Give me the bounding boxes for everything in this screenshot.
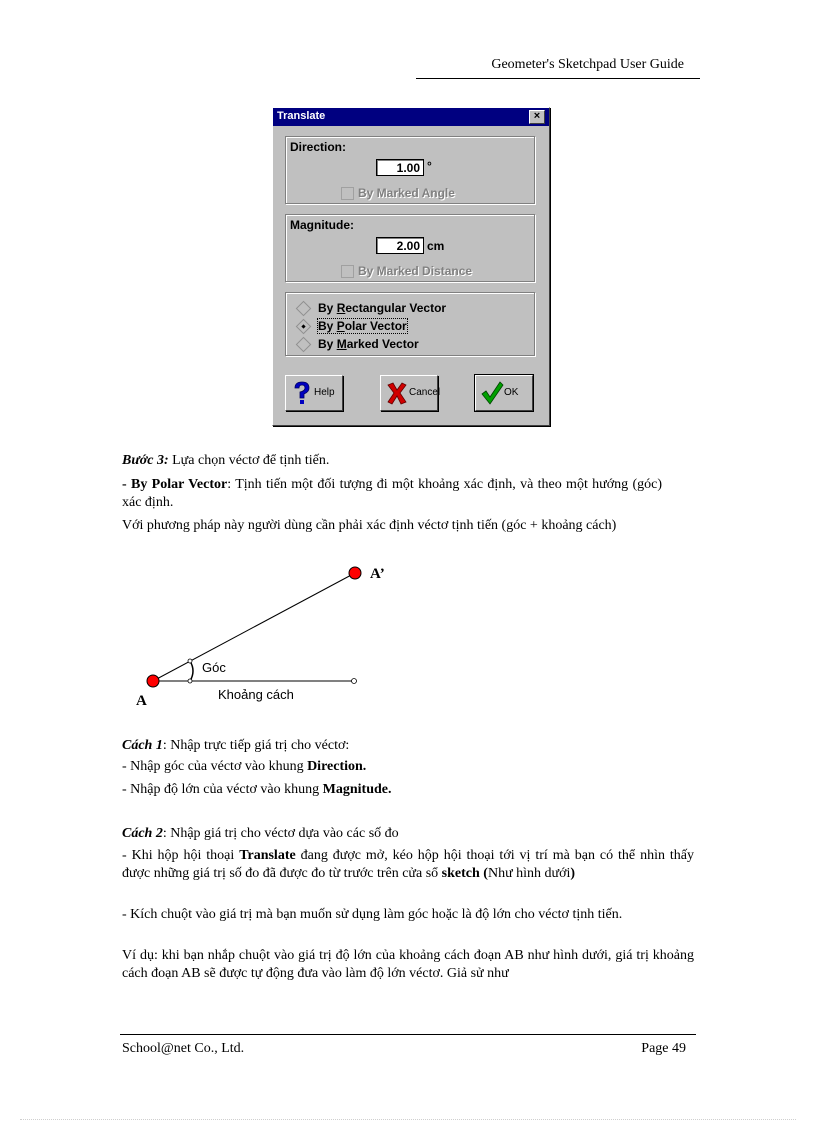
distance-label: Khoảng cách [218, 687, 294, 702]
direction-label: Direction: [290, 140, 347, 154]
way1-heading [122, 737, 702, 755]
polar-vector-paragraph [122, 476, 662, 512]
direction-unit: ° [427, 159, 432, 173]
way2-p1-text-c: đang được mở, kéo hộp hội thoại tới vị trí mà bạn có thể nhìn thấy được những giá trị số đo đã được đo từ trước trên cửa sổ [122, 848, 694, 881]
step3-paragraph [122, 452, 702, 470]
radio-marked[interactable] [296, 337, 312, 353]
method-paragraph: Với phương pháp này người dùng cần phải xác định véctơ tịnh tiến (góc + khoảng cách) [122, 518, 617, 533]
header-title: Geometer's Sketchpad User Guide [491, 57, 684, 72]
close-icon[interactable]: × [529, 110, 545, 124]
way1-direction-line [122, 758, 702, 776]
way1-direction-text: - Nhập góc của véctơ vào khung [122, 759, 308, 774]
magnitude-keyword: Magnitude. [322, 782, 392, 797]
point-a-prime-dot [349, 567, 361, 579]
magnitude-label: Magnitude: [290, 218, 354, 232]
direction-input[interactable]: 1.00 [376, 159, 424, 176]
direction-group [285, 136, 535, 204]
radio-rectangular[interactable] [296, 301, 312, 317]
help-button[interactable] [285, 375, 343, 411]
vector-line [153, 573, 355, 681]
way2-paragraph-1 [122, 847, 694, 883]
way2-heading [122, 825, 702, 843]
option-rectangular-label: By Rectangular Vector [318, 301, 447, 315]
translate-keyword: Translate [239, 848, 296, 863]
point-a-dot [147, 675, 159, 687]
distance-endpoint [352, 679, 357, 684]
footer-rule [120, 1034, 696, 1035]
by-marked-angle-checkbox[interactable] [341, 187, 354, 200]
angle-arc [190, 661, 193, 681]
direction-keyword: Direction. [307, 759, 367, 774]
way2-p1-text-a: - Khi hộp hội thoại [122, 848, 240, 863]
cancel-button[interactable] [380, 375, 441, 411]
angle-label: Góc [202, 660, 226, 675]
magnitude-group [285, 214, 535, 282]
example-paragraph: Ví dụ: khi bạn nhắp chuột vào giá trị độ lớn của khoảng cách đoạn AB như hình dưới, giá trị khoảng cách đoạn AB sẽ được tự động đưa vào làm độ lớn véctơ. Giả sử như [122, 948, 694, 981]
cancel-button-label: Cancel [409, 387, 441, 398]
arc-endpoint-top [188, 659, 192, 663]
ok-button[interactable] [475, 375, 533, 411]
dialog-title: Translate [277, 110, 326, 122]
way2-paragraph-2: - Kích chuột vào giá trị mà bạn muốn sử dụng làm góc hoặc là độ lớn cho véctơ tịnh tiến. [122, 907, 623, 922]
red-x-icon [385, 380, 409, 406]
footer-company: School@net Co., Ltd. [122, 1041, 245, 1056]
way1-label: Cách 1 [122, 738, 163, 753]
by-marked-distance-checkbox[interactable] [341, 265, 354, 278]
sketch-keyword: sketch ( [441, 866, 488, 881]
way2-p1-close-paren: ) [570, 866, 576, 881]
point-a-label: A [136, 693, 147, 709]
way1-text: : Nhập trực tiếp giá trị cho véctơ: [162, 738, 350, 753]
dialog-titlebar[interactable] [273, 108, 549, 126]
polar-vector-text: : Tịnh tiến một đối tượng đi một khoảng xác định, và theo một hướng (góc) xác định. [122, 477, 663, 510]
question-mark-icon [290, 380, 314, 406]
way2-label: Cách 2 [122, 826, 163, 841]
way1-magnitude-line [122, 781, 702, 799]
page-bottom-dotted-line [20, 1119, 796, 1120]
ok-button-label: OK [504, 387, 519, 398]
option-marked-label: By Marked Vector [318, 337, 419, 351]
by-marked-distance-label: By Marked Distance [358, 264, 473, 278]
translate-dialog [272, 107, 550, 426]
help-button-label: Help [314, 387, 335, 398]
way2-text: : Nhập giá trị cho véctơ dựa vào các số đo [162, 826, 399, 841]
point-a-prime-label: A’ [370, 566, 385, 582]
by-marked-angle-label: By Marked Angle [358, 186, 455, 200]
polar-vector-label: - By Polar Vector [122, 477, 228, 492]
vector-figure [120, 560, 420, 710]
way1-magnitude-text: - Nhập độ lớn của véctơ vào khung [122, 782, 323, 797]
option-polar-label: By Polar Vector [318, 319, 407, 333]
footer-page-number: Page 49 [641, 1041, 686, 1056]
magnitude-unit: cm [427, 239, 445, 253]
magnitude-input[interactable]: 2.00 [376, 237, 424, 254]
vector-type-group [285, 292, 535, 356]
green-check-icon [480, 380, 504, 406]
radio-polar[interactable] [296, 319, 312, 335]
step3-label: Bước 3: [122, 453, 169, 468]
way2-p1-text-e: Như hình dưới [487, 866, 571, 881]
step3-text: Lựa chọn véctơ để tịnh tiến. [168, 453, 330, 468]
header-rule [416, 78, 700, 79]
arc-endpoint-bottom [188, 679, 192, 683]
